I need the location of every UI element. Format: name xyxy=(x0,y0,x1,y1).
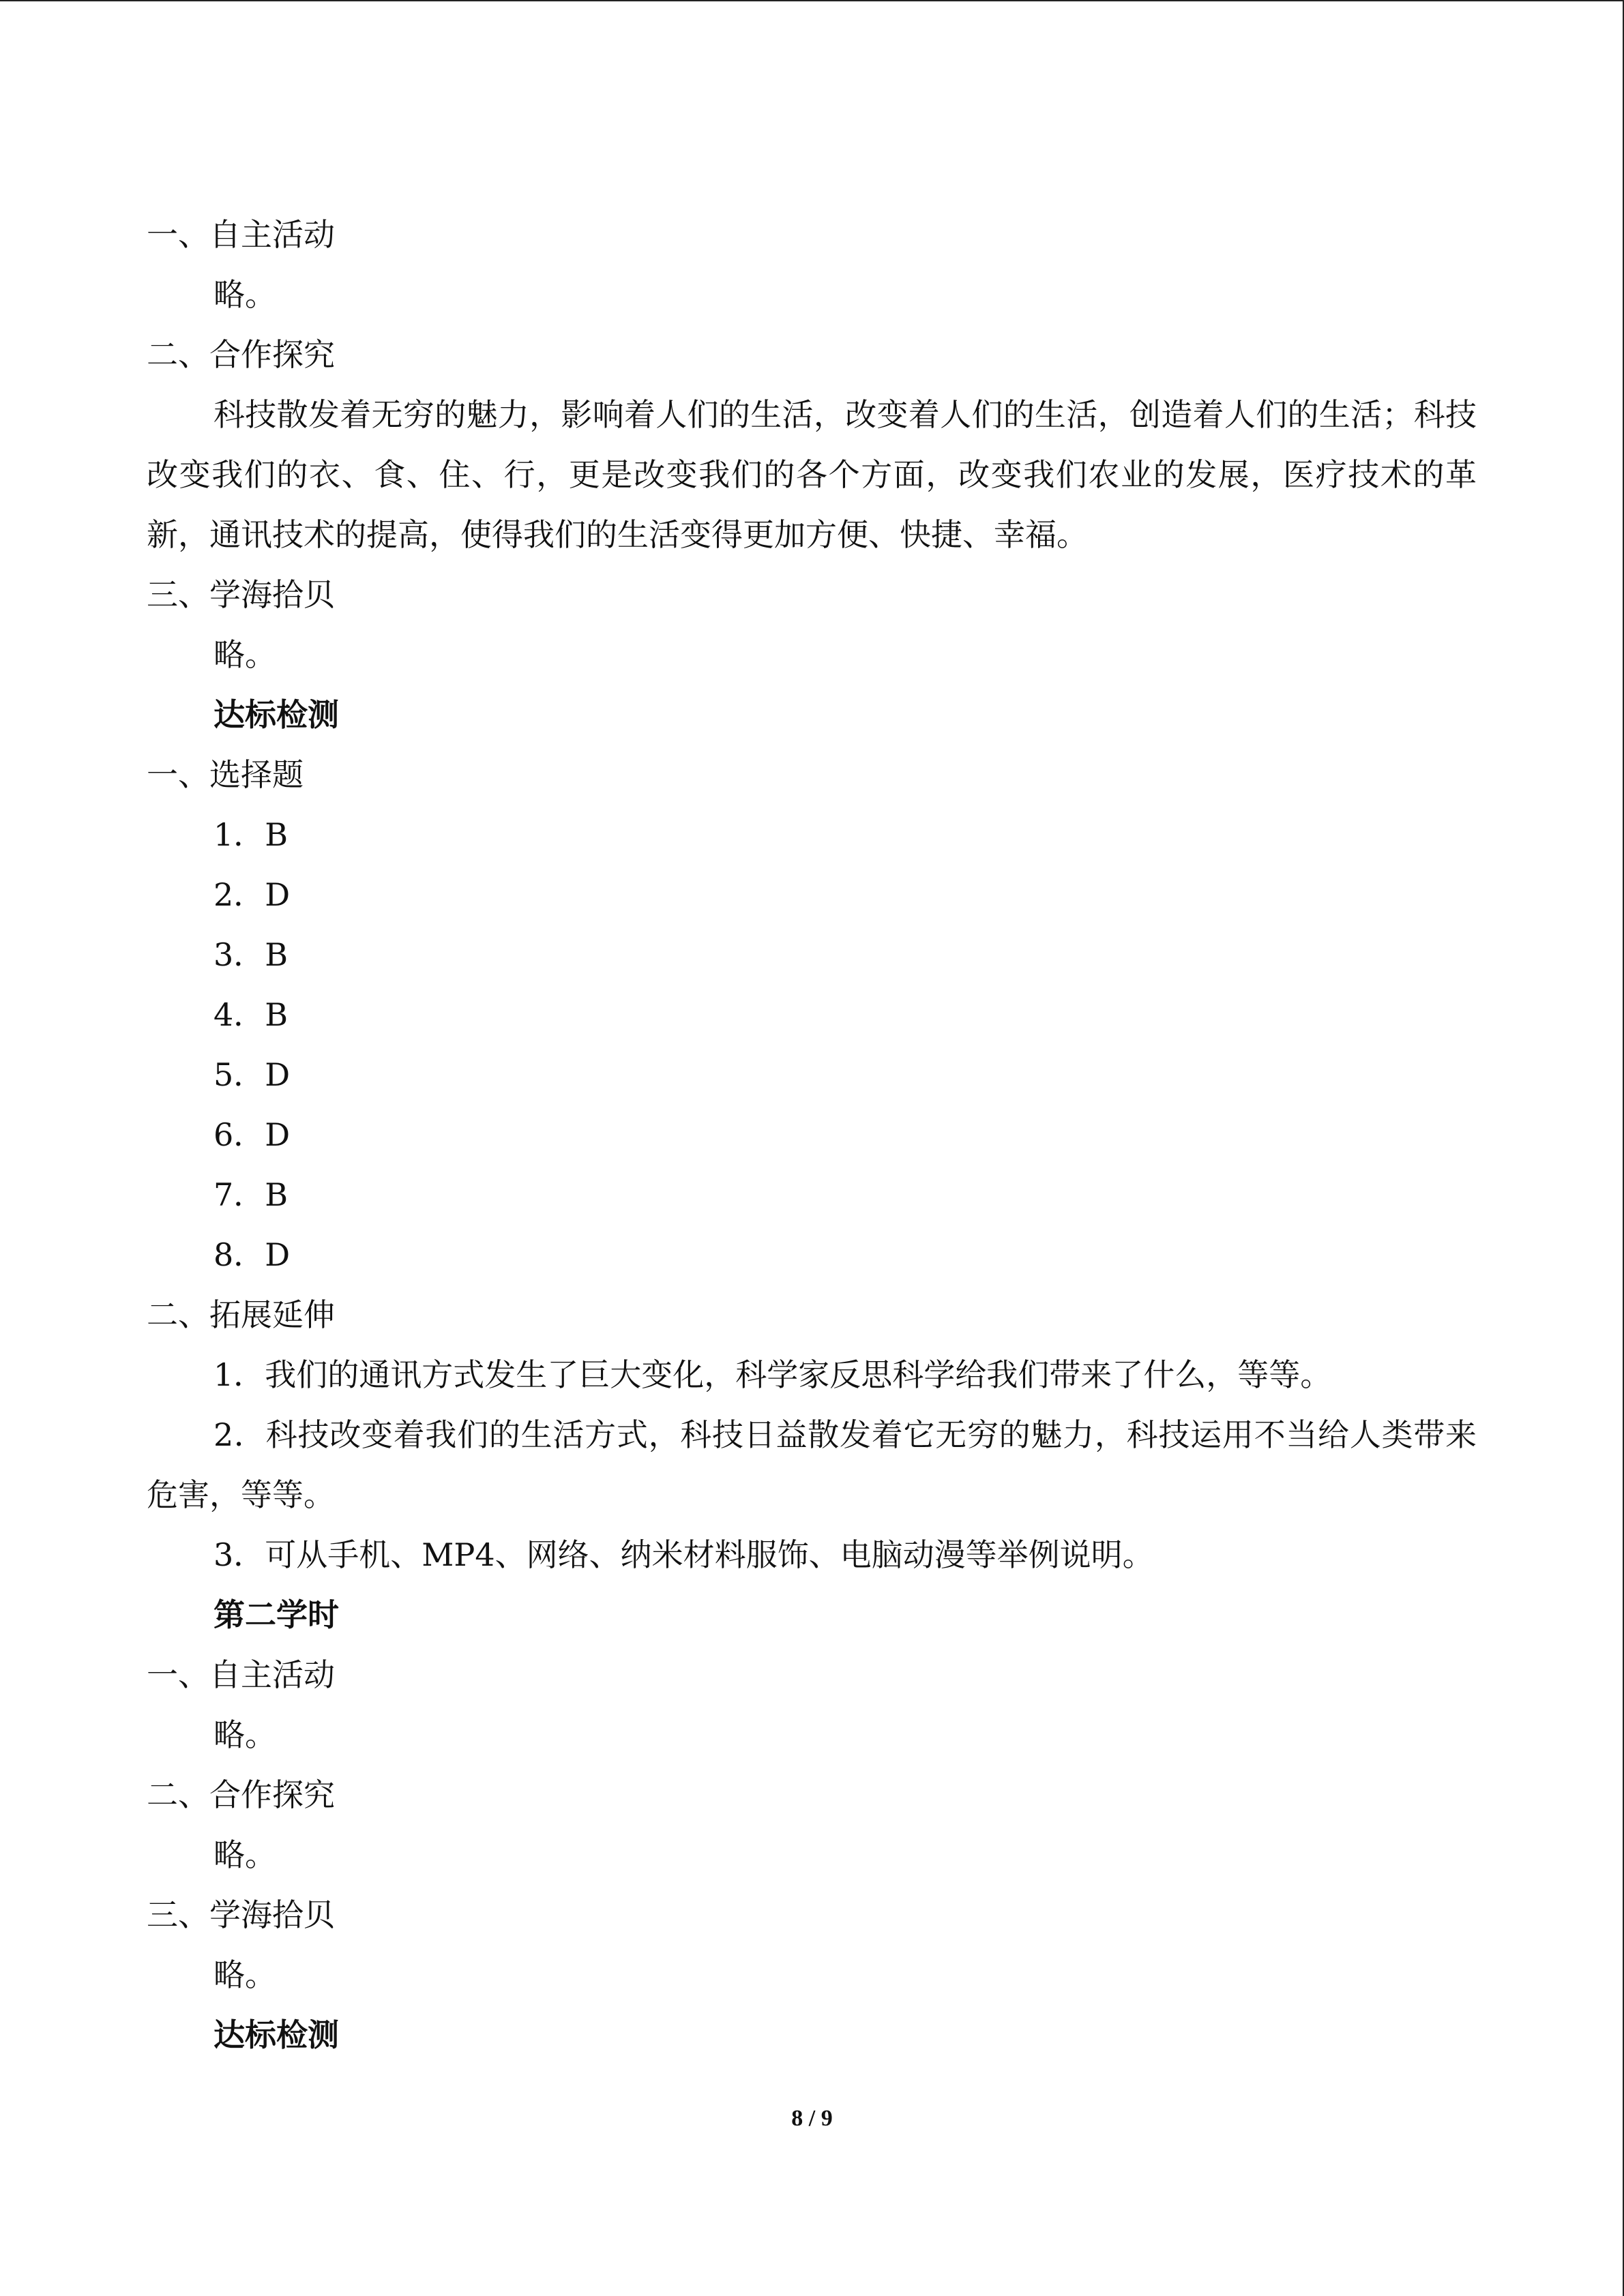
extension-answer-2: 2．科技改变着我们的生活方式，科技日益散发着它无穷的魅力，科技运用不当给人类带来危害，等等。 xyxy=(147,1416,1477,1513)
extension-answer-1: 1．我们的通讯方式发生了巨大变化，科学家反思科学给我们带来了什么，等等。 xyxy=(213,1356,1332,1393)
choice-answer: 2．D xyxy=(213,876,291,913)
section-title-assessment-2: 达标检测 xyxy=(213,2016,339,2053)
section-title-second-period: 第二学时 xyxy=(213,1596,339,1633)
extension-answer-3: 3．可从手机、MP4、网络、纳米材料服饰、电脑动漫等举例说明。 xyxy=(213,1536,1154,1573)
heading-self-activity-2: 一、自主活动 xyxy=(147,1656,335,1693)
paragraph-cooperative-inquiry: 科技散发着无穷的魅力，影响着人们的生活，改变着人们的生活，创造着人们的生活；科技改变我们的衣、食、住、行，更是改变我们的各个方面，改变我们农业的发展，医疗技术的革新，通讯技术的提高，使得我们的生活变得更加方便、快捷、幸福。 xyxy=(147,396,1477,553)
heading-self-activity: 一、自主活动 xyxy=(147,216,335,253)
choice-answer-list xyxy=(147,805,1477,1285)
section-title-assessment: 达标检测 xyxy=(213,696,339,733)
page-number: 8 / 9 xyxy=(791,2106,833,2131)
answer-self-activity-2: 略。 xyxy=(213,1716,276,1753)
choice-answer: 8．D xyxy=(213,1236,291,1273)
heading-learning-shells-2: 三、学海拾贝 xyxy=(147,1896,335,1933)
heading-extension: 二、拓展延伸 xyxy=(147,1296,335,1333)
choice-answer: 7．B xyxy=(213,1176,289,1213)
choice-answer: 5．D xyxy=(213,1056,291,1093)
answer-cooperative-inquiry-2: 略。 xyxy=(213,1836,276,1873)
document-body xyxy=(147,205,1477,2065)
answer-learning-shells-2: 略。 xyxy=(213,1956,276,1993)
heading-cooperative-inquiry-2: 二、合作探究 xyxy=(147,1776,335,1813)
choice-answer: 1．B xyxy=(213,816,289,853)
choice-answer: 4．B xyxy=(213,996,289,1033)
answer-self-activity: 略。 xyxy=(213,276,276,313)
heading-learning-shells: 三、学海拾贝 xyxy=(147,576,335,613)
heading-cooperative-inquiry: 二、合作探究 xyxy=(147,336,335,373)
heading-multiple-choice: 一、选择题 xyxy=(147,756,304,793)
choice-answer: 3．B xyxy=(213,936,289,973)
answer-learning-shells: 略。 xyxy=(213,636,276,673)
choice-answer: 6．D xyxy=(213,1116,291,1153)
